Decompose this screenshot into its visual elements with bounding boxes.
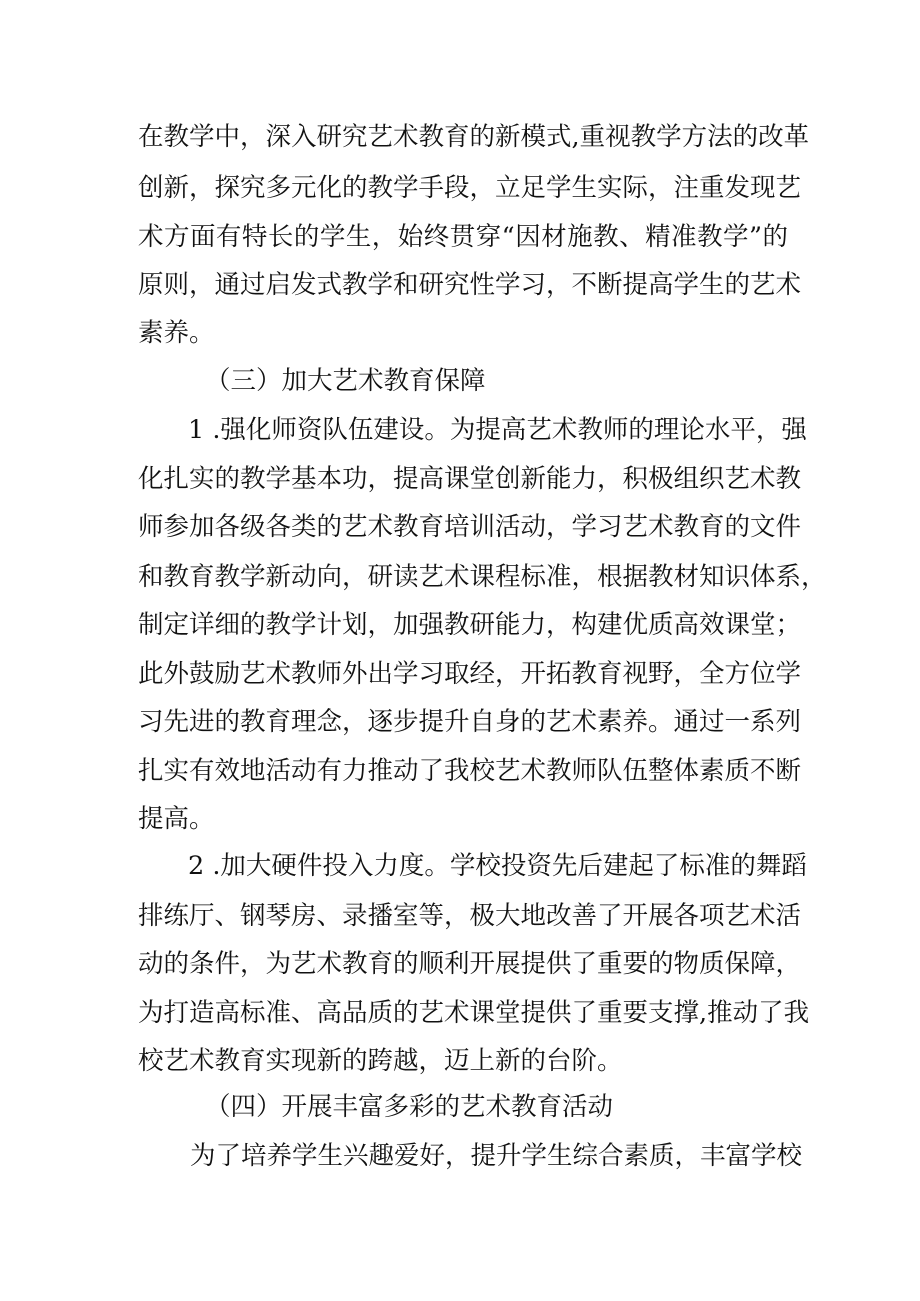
text-line: 素养。 [138,318,215,348]
text-line: 1 .强化师资队伍建设。为提高艺术教师的理论水平，强 [188,415,807,445]
text-line: 创新，探究多元化的教学手段，立足学生实际，注重发现艺 [138,173,802,203]
text-line: 化扎实的教学基本功，提高课堂创新能力，积极组织艺术教 [138,464,802,494]
text-line: 习先进的教育理念，逐步提升自身的艺术素养。通过一系列 [138,707,802,737]
text-line: 原则，通过启发式教学和研究性学习，不断提高学生的艺术 [138,270,802,300]
text-line: 校艺术教育实现新的跨越，迈上新的台阶。 [138,1046,623,1076]
text-line: 和教育教学新动向，研读艺术课程标准，根据教材知识体系， [138,562,827,592]
text-line: 排练厅、钢琴房、录播室等，极大地改善了开展各项艺术活 [138,901,802,931]
text-line: 在教学中，深入研究艺术教育的新模式,重视教学方法的改革 [138,122,810,152]
text-line: 提高。 [138,804,215,834]
section-heading: （三）加大艺术教育保障 [205,366,486,396]
text-line: 动的条件，为艺术教育的顺利开展提供了重要的物质保障， [138,949,802,979]
text-line: 术方面有特长的学生，始终贯穿“因材施教、精准教学”的 [138,222,788,252]
text-line: 制定详细的教学计划，加强教研能力，构建优质高效课堂； [138,610,802,640]
text-line: 扎实有效地活动有力推动了我校艺术教师队伍整体素质不断 [138,756,802,786]
text-line: 为打造高标准、高品质的艺术课堂提供了重要支撑,推动了我 [138,998,810,1028]
text-line: 2 .加大硬件投入力度。学校投资先后建起了标准的舞蹈 [188,851,807,881]
section-heading: （四）开展丰富多彩的艺术教育活动 [205,1092,614,1122]
text-line: 此外鼓励艺术教师外出学习取经，开拓教育视野，全方位学 [138,659,802,689]
text-line: 师参加各级各类的艺术教育培训活动，学习艺术教育的文件 [138,512,802,542]
text-line: 为了培养学生兴趣爱好，提升学生综合素质，丰富学校 [190,1141,803,1171]
